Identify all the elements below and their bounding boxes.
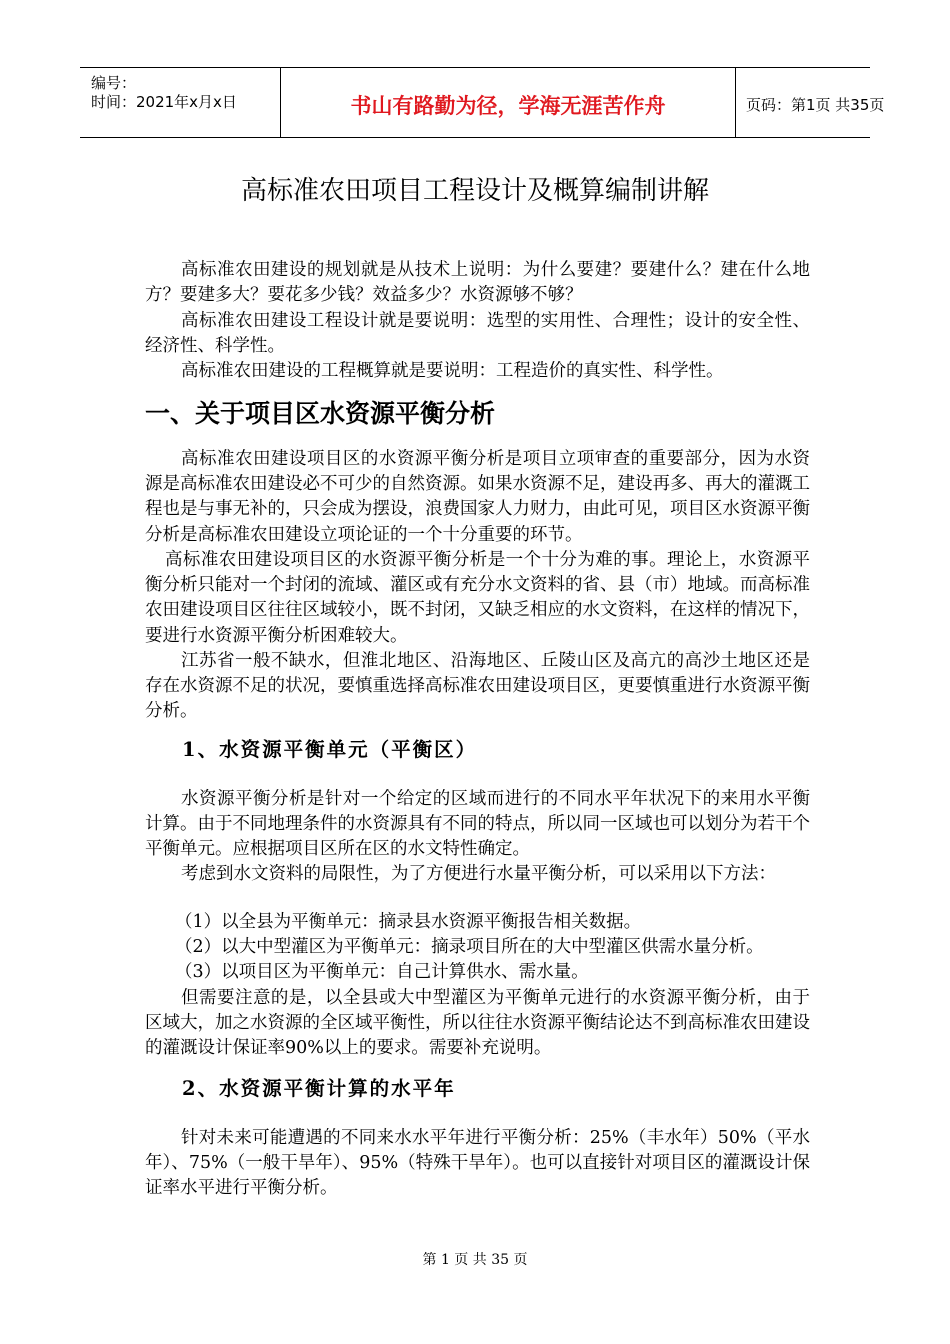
subsection-1-paragraph-1: 水资源平衡分析是针对一个给定的区域而进行的不同水平年状况下的来用水平衡计算。由于不同地理条件的水资源具有不同的特点，所以同一区域也可以划分为若干个平衡单元。应根据项目区所在区的水文特性确定。 (145, 789, 810, 860)
page-info: 页码：第1页 共35页 (746, 96, 885, 114)
subsection-2-heading: 2、水资源平衡计算的水平年 (182, 1077, 456, 1100)
list-item: （3）以项目区为平衡单元：自己计算供水、需水量。 (175, 962, 589, 982)
subsection-1-note: 但需要注意的是，以全县或大中型灌区为平衡单元进行的水资源平衡分析，由于区域大，加之水资源的全区域平衡性，所以往往水资源平衡结论达不到高标准农田建设的灌溉设计保证率90%以上的要求。需要补充说明。 (145, 988, 810, 1059)
section-1-paragraph-3: 江苏省一般不缺水，但淮北地区、沿海地区、丘陵山区及高亢的高沙土地区还是存在水资源不足的状况，要慎重选择高标准农田建设项目区，更要慎重进行水资源平衡分析。 (145, 651, 810, 722)
page-footer: 第 1 页 共 35 页 (422, 1252, 528, 1268)
document-number-label: 编号： (91, 74, 137, 92)
intro-paragraph-1: 高标准农田建设的规划就是从技术上说明：为什么要建？要建什么？建在什么地方？要建多大？要花多少钱？效益多少？水资源够不够？ (145, 260, 810, 306)
header-table (80, 67, 885, 138)
list-item: （1）以全县为平衡单元：摘录县水资源平衡报告相关数据。 (175, 912, 642, 932)
section-1-paragraph-1: 高标准农田建设项目区的水资源平衡分析是项目立项审查的重要部分，因为水资源是高标准农田建设必不可少的自然资源。如果水资源不足，建设再多、再大的灌溉工程也是与事无补的，只会成为摆设，浪费国家人力财力，由此可见，项目区水资源平衡分析是高标准农田建设立项论证的一个十分重要的环节。 (145, 449, 810, 545)
section-1-heading: 一、关于项目区水资源平衡分析 (145, 399, 496, 428)
header-right-cell (736, 68, 885, 137)
document-date-label: 时间：2021年x月x日 (91, 93, 237, 111)
intro-paragraph-2: 高标准农田建设工程设计就是要说明：选型的实用性、合理性；设计的安全性、经济性、科学性。 (145, 311, 810, 357)
subsection-1-paragraph-2: 考虑到水文资料的局限性，为了方便进行水量平衡分析，可以采用以下方法： (181, 864, 776, 884)
header-middle-cell (280, 68, 736, 137)
intro-paragraph-3: 高标准农田建设的工程概算就是要说明：工程造价的真实性、科学性。 (181, 361, 724, 381)
motto-text: 书山有路勤为径，学海无涯苦作舟 (350, 94, 666, 118)
section-1-paragraph-2: 高标准农田建设项目区的水资源平衡分析是一个十分为难的事。理论上，水资源平衡分析只能对一个封闭的流域、灌区或有充分水文资料的省、县（市）地域。而高标准农田建设项目区往往区域较小，既不封闭，又缺乏相应的水文资料，在这样的情况下，要进行水资源平衡分析困难较大。 (145, 550, 810, 646)
list-item: （2）以大中型灌区为平衡单元：摘录项目所在的大中型灌区供需水量分析。 (175, 937, 764, 957)
page-title: 高标准农田项目工程设计及概算编制讲解 (240, 176, 709, 206)
subsection-2-paragraph-1: 针对未来可能遭遇的不同来水水平年进行平衡分析：25%（丰水年）50%（平水年）、75%（一般干旱年）、95%（特殊干旱年）。也可以直接针对项目区的灌溉设计保证率水平进行平衡分析。 (145, 1128, 810, 1199)
header-left-cell (80, 68, 280, 137)
subsection-1-heading: 1、水资源平衡单元（平衡区） (182, 738, 478, 761)
